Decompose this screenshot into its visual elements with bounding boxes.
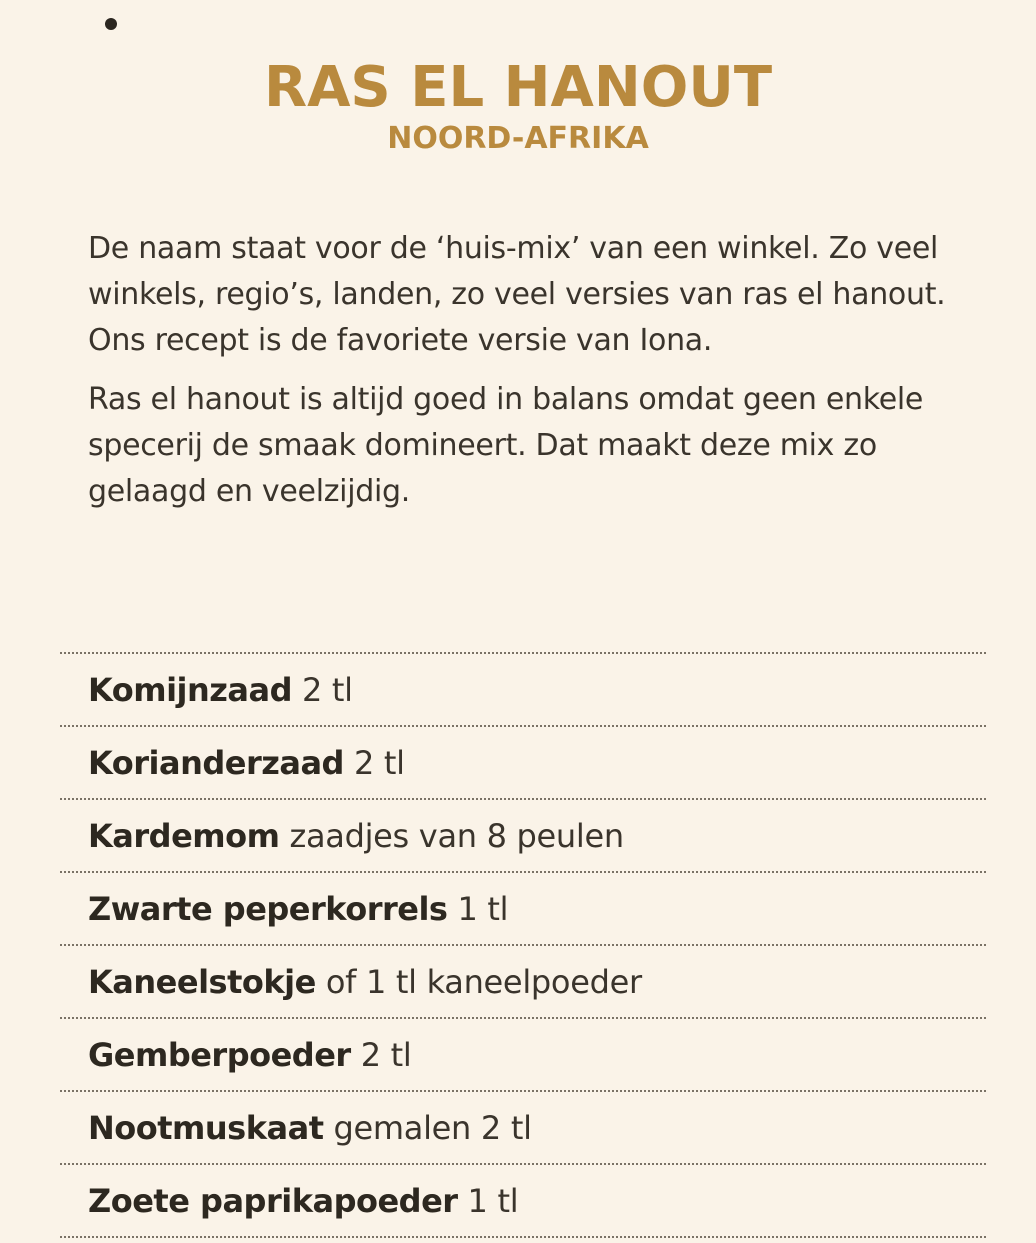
bullet-dot [105,18,117,30]
recipe-intro [88,226,993,528]
ingredient-name: Zwarte peperkorrels [88,889,448,928]
ingredient-row [60,727,986,800]
ingredient-amount: 1 tl [457,889,509,928]
ingredient-amount: zaadjes van 8 peulen [289,816,624,855]
ingredient-amount: gemalen 2 tl [333,1108,532,1147]
ingredient-name: Nootmuskaat [88,1108,324,1147]
ingredient-name: Komijnzaad [88,670,292,709]
ingredient-amount: 2 tl [302,670,353,709]
ingredient-row [60,654,986,727]
ingredient-list [60,652,986,1238]
ingredient-row [60,873,986,946]
recipe-title: RAS EL HANOUT [263,55,773,120]
ingredient-row [60,1092,986,1165]
ingredient-row [60,1165,986,1238]
ingredient-name: Gemberpoeder [88,1035,351,1074]
intro-paragraph: De naam staat voor de ‘huis-mix’ van een winkel. Zo veel winkels, regio’s, landen, zo veel versies van ras el hanout. Ons recept is de favoriete versie van Iona. [88,231,946,358]
ingredient-row [60,946,986,1019]
ingredient-name: Zoete paprikapoeder [88,1181,458,1220]
ingredient-row [60,1019,986,1092]
ingredient-row [60,800,986,873]
ingredient-amount: of 1 tl kaneelpoeder [325,962,642,1001]
ingredient-name: Kaneelstokje [88,962,316,1001]
ingredient-name: Kardemom [88,816,280,855]
intro-paragraph: Ras el hanout is altijd goed in balans omdat geen enkele specerij de smaak domineert. Dat maakt deze mix zo gelaagd en veelzijdig. [88,382,924,509]
ingredient-name: Korianderzaad [88,743,344,782]
ingredient-amount: 2 tl [353,743,405,782]
ingredient-amount: 1 tl [467,1181,519,1220]
ingredient-amount: 2 tl [360,1035,412,1074]
recipe-region: NOORD-AFRIKA [387,121,649,156]
